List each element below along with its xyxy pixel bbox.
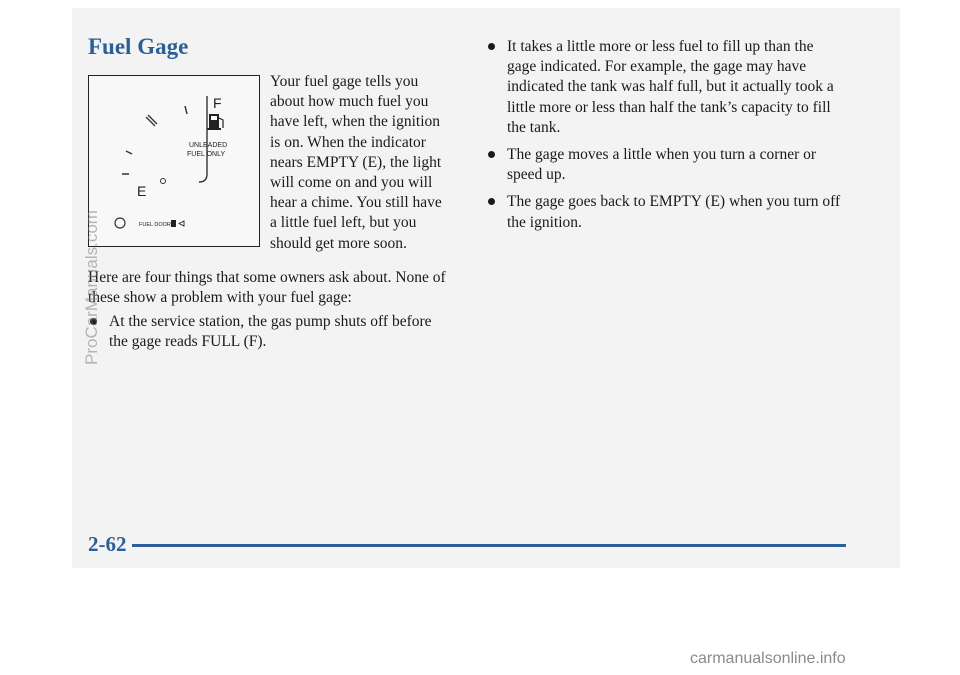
bullet-item <box>88 312 450 352</box>
bullet-item <box>486 145 846 185</box>
page-number: 2-62 <box>88 532 127 556</box>
fuel-pump-icon <box>207 114 223 130</box>
fuel-door-lamp-icon <box>115 218 125 228</box>
owner-questions-intro: Here are four things that some owners ask about. None of these show a problem with your fuel gage: <box>88 269 446 307</box>
footer-rule <box>132 544 846 547</box>
bullet-text: The gage goes back to EMPTY (E) when you turn off the ignition. <box>507 193 841 231</box>
bottom-watermark: carmanualsonline.info <box>690 650 846 667</box>
gauge-fuel-only-label: FUEL ONLY <box>187 151 226 158</box>
gauge-dot <box>161 179 166 184</box>
gauge-tick <box>126 151 132 154</box>
bullet-text: The gage moves a little when you turn a corner or speed up. <box>507 146 817 184</box>
bullet-list-right <box>486 37 846 240</box>
side-watermark: ProCarManuals.com <box>82 210 101 365</box>
gauge-full-label: F <box>213 95 222 111</box>
section-title: Fuel Gage <box>88 34 189 59</box>
bullet-text: It takes a little more or less fuel to fill up than the gage indicated. For example, the gage may have indicated the tank was half full, but it actually took a little more or less than half the tank’s capacity to fill the tank. <box>507 38 834 136</box>
fuel-gage-intro: Your fuel gage tells you about how much fuel you have left, when the ignition is on. When the indicator nears EMPTY (E), the light will come on and you will hear a chime. You still have a little fuel left, but you should get more soon. <box>270 73 442 252</box>
bullet-list-left <box>88 312 450 359</box>
gauge-unleaded-label: UNLEADED <box>189 142 228 149</box>
bullet-item <box>486 37 846 138</box>
fuel-door-label: FUEL DOOR <box>139 222 171 228</box>
gauge-tick <box>185 106 187 114</box>
gauge-empty-label: E <box>137 183 147 199</box>
fuel-door-arrow-icon <box>171 220 184 227</box>
bullet-text: At the service station, the gas pump shuts off before the gage reads FULL (F). <box>109 313 432 351</box>
fuel-gauge-illustration <box>88 75 260 247</box>
bullet-icon <box>488 151 495 158</box>
bullet-icon <box>488 198 495 205</box>
bullet-icon <box>488 43 495 50</box>
fuel-gauge-drawing <box>89 76 259 246</box>
bullet-item <box>486 192 846 232</box>
gauge-needle <box>199 96 207 182</box>
